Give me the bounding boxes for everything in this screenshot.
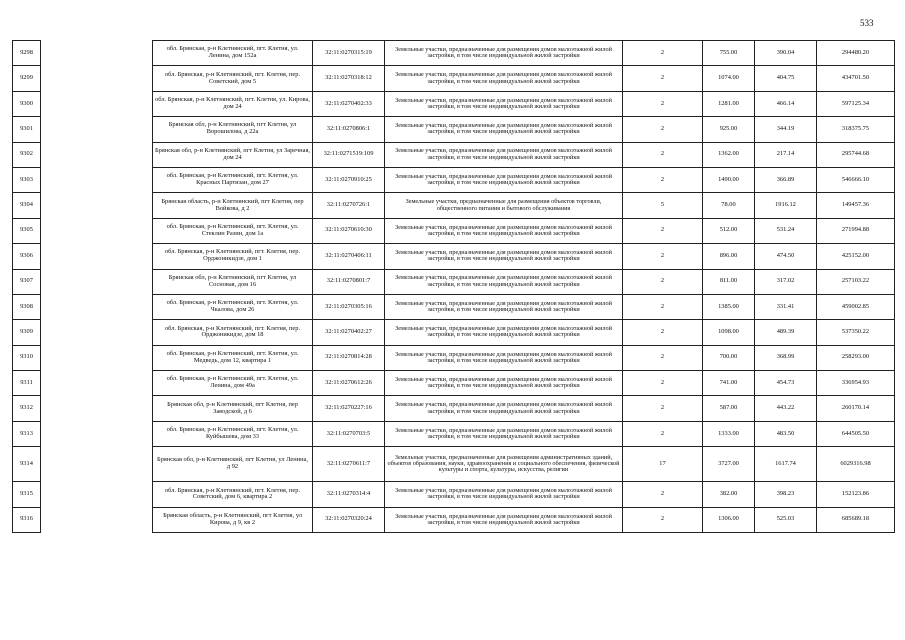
table-row (13, 447, 895, 482)
row-number-cell: 9304 (13, 193, 41, 218)
use-code-cell: 2 (623, 371, 703, 396)
cadastral-value-cell: 257103.22 (817, 269, 895, 294)
row-number-cell: 9303 (13, 167, 41, 192)
cadastral-value-cell: 271994.88 (817, 218, 895, 243)
cadastral-number-cell: 32:11:0270726:1 (313, 193, 385, 218)
cadastral-number-cell: 32:11:0270910:25 (313, 167, 385, 192)
row-gap-cell (41, 167, 153, 192)
row-gap-cell (41, 142, 153, 167)
use-code-cell: 2 (623, 507, 703, 532)
cadastral-value-cell: 149457.36 (817, 193, 895, 218)
land-use-cell: Земельные участки, предназначенные для размещения домов малоэтажной жилой застройки, в том числе индивидуальной жилой застройки (385, 345, 623, 370)
land-use-cell: Земельные участки, предназначенные для размещения домов малоэтажной жилой застройки, в том числе индивидуальной жилой застройки (385, 244, 623, 269)
cadastral-number-cell: 32:11:0270315:19 (313, 41, 385, 66)
area-cell: 78.00 (703, 193, 755, 218)
use-code-cell: 2 (623, 482, 703, 507)
cadastral-number-cell: 32:11:0270314:4 (313, 482, 385, 507)
table-row (13, 345, 895, 370)
land-use-cell: Земельные участки, предназначенные для размещения домов малоэтажной жилой застройки, в том числе индивидуальной жилой застройки (385, 482, 623, 507)
land-use-cell: Земельные участки, предназначенные для размещения домов малоэтажной жилой застройки, в том числе индивидуальной жилой застройки (385, 41, 623, 66)
area-cell: 587.00 (703, 396, 755, 421)
use-code-cell: 2 (623, 294, 703, 319)
table-row (13, 193, 895, 218)
table-row (13, 507, 895, 532)
specific-value-cell: 489.39 (755, 320, 817, 345)
row-number-cell: 9316 (13, 507, 41, 532)
address-cell: обл. Брянская, р-н Клетнянский, пгт. Клетня, ул. Куйбышева, дом 33 (153, 421, 313, 446)
land-use-cell: Земельные участки, предназначенные для размещения домов малоэтажной жилой застройки, в том числе индивидуальной жилой застройки (385, 396, 623, 421)
specific-value-cell: 531.24 (755, 218, 817, 243)
area-cell: 1281.00 (703, 91, 755, 116)
address-cell: Брянская область, р-н Клетнянский, пгт Клетня, ул Кирова, д 9, кв 2 (153, 507, 313, 532)
row-number-cell: 9309 (13, 320, 41, 345)
table-row (13, 269, 895, 294)
table-row (13, 482, 895, 507)
table-row (13, 421, 895, 446)
land-use-cell: Земельные участки, предназначенные для размещения домов малоэтажной жилой застройки, в том числе индивидуальной жилой застройки (385, 167, 623, 192)
area-cell: 1098.00 (703, 320, 755, 345)
row-gap-cell (41, 507, 153, 532)
land-use-cell: Земельные участки, предназначенные для размещения домов малоэтажной жилой застройки, в том числе индивидуальной жилой застройки (385, 66, 623, 91)
cadastral-value-cell: 260170.14 (817, 396, 895, 421)
cadastral-value-cell: 597125.34 (817, 91, 895, 116)
row-number-cell: 9299 (13, 66, 41, 91)
specific-value-cell: 1916.12 (755, 193, 817, 218)
area-cell: 512.00 (703, 218, 755, 243)
address-cell: обл. Брянская, р-н Клетнянский, пгт. Клетня, ул. Чкалова, дом 26 (153, 294, 313, 319)
address-cell: Брянская обл, р-н Клетнянский, пгт Клетня, ул Сосновая, дом 16 (153, 269, 313, 294)
cadastral-number-cell: 32:11:0270814:28 (313, 345, 385, 370)
specific-value-cell: 366.89 (755, 167, 817, 192)
address-cell: Брянская обл, р-н Клетнянский, пгт Клетня, пер Заводской, д 6 (153, 396, 313, 421)
cadastral-number-cell: 32:11:0270801:7 (313, 269, 385, 294)
table-row (13, 396, 895, 421)
row-gap-cell (41, 269, 153, 294)
land-use-cell: Земельные участки, предназначенные для размещения домов малоэтажной жилой застройки, в том числе индивидуальной жилой застройки (385, 507, 623, 532)
cadastral-value-cell: 644505.50 (817, 421, 895, 446)
cadastral-number-cell: 32:11:0270612:26 (313, 371, 385, 396)
area-cell: 1362.00 (703, 142, 755, 167)
specific-value-cell: 390.04 (755, 41, 817, 66)
cadastral-value-cell: 537350.22 (817, 320, 895, 345)
row-gap-cell (41, 294, 153, 319)
specific-value-cell: 317.02 (755, 269, 817, 294)
row-number-cell: 9313 (13, 421, 41, 446)
cadastral-number-cell: 32:11:0270402:27 (313, 320, 385, 345)
use-code-cell: 2 (623, 396, 703, 421)
cadastral-number-cell: 32:11:0270703:5 (313, 421, 385, 446)
table-row (13, 142, 895, 167)
cadastral-number-cell: 32:11:0270227:16 (313, 396, 385, 421)
row-gap-cell (41, 345, 153, 370)
use-code-cell: 2 (623, 142, 703, 167)
use-code-cell: 2 (623, 117, 703, 142)
specific-value-cell: 483.50 (755, 421, 817, 446)
row-number-cell: 9307 (13, 269, 41, 294)
area-cell: 896.00 (703, 244, 755, 269)
row-number-cell: 9315 (13, 482, 41, 507)
land-use-cell: Земельные участки, предназначенные для размещения домов малоэтажной жилой застройки, в том числе индивидуальной жилой застройки (385, 320, 623, 345)
specific-value-cell: 1617.74 (755, 447, 817, 482)
use-code-cell: 2 (623, 269, 703, 294)
row-gap-cell (41, 482, 153, 507)
address-cell: обл. Брянская, р-н Клетнянский, пгт. Клетня, ул. Ленина, дом 152а (153, 41, 313, 66)
use-code-cell: 17 (623, 447, 703, 482)
row-gap-cell (41, 117, 153, 142)
area-cell: 925.00 (703, 117, 755, 142)
specific-value-cell: 331.41 (755, 294, 817, 319)
area-cell: 3727.00 (703, 447, 755, 482)
row-number-cell: 9306 (13, 244, 41, 269)
cadastral-value-cell: 336954.93 (817, 371, 895, 396)
cadastral-value-cell: 152123.86 (817, 482, 895, 507)
table-row (13, 371, 895, 396)
cadastral-number-cell: 32:11:0270611:7 (313, 447, 385, 482)
table-row (13, 244, 895, 269)
cadastral-number-cell: 32:11:0270402:33 (313, 91, 385, 116)
area-cell: 382.00 (703, 482, 755, 507)
row-gap-cell (41, 41, 153, 66)
cadastral-value-cell: 295744.68 (817, 142, 895, 167)
cadastral-value-cell: 258293.00 (817, 345, 895, 370)
cadastral-value-cell: 294480.20 (817, 41, 895, 66)
table-row (13, 117, 895, 142)
land-use-cell: Земельные участки, предназначенные для размещения объектов торговли, общественного питания и бытового обслуживания (385, 193, 623, 218)
land-use-cell: Земельные участки, предназначенные для размещения домов малоэтажной жилой застройки, в том числе индивидуальной жилой застройки (385, 142, 623, 167)
cadastral-number-cell: 32:11:0270305:16 (313, 294, 385, 319)
cadastral-value-cell: 685689.18 (817, 507, 895, 532)
use-code-cell: 5 (623, 193, 703, 218)
use-code-cell: 2 (623, 421, 703, 446)
row-number-cell: 9314 (13, 447, 41, 482)
land-use-cell: Земельные участки, предназначенные для размещения домов малоэтажной жилой застройки, в том числе индивидуальной жилой застройки (385, 91, 623, 116)
cadastral-value-cell: 434701.50 (817, 66, 895, 91)
use-code-cell: 2 (623, 320, 703, 345)
cadastral-value-table (12, 40, 895, 533)
row-gap-cell (41, 371, 153, 396)
specific-value-cell: 217.14 (755, 142, 817, 167)
cadastral-number-cell: 32:11:0270318:12 (313, 66, 385, 91)
use-code-cell: 2 (623, 41, 703, 66)
address-cell: Брянская область, р-н Клетнянский, пгт Клетня, пер Войкова, д 2 (153, 193, 313, 218)
address-cell: обл. Брянская, р-н Клетнянский, пгт. Клетня, ул. Ленина, дом 49а (153, 371, 313, 396)
row-number-cell: 9305 (13, 218, 41, 243)
area-cell: 1385.00 (703, 294, 755, 319)
area-cell: 755.00 (703, 41, 755, 66)
table-row (13, 91, 895, 116)
use-code-cell: 2 (623, 66, 703, 91)
use-code-cell: 2 (623, 218, 703, 243)
use-code-cell: 2 (623, 167, 703, 192)
address-cell: обл. Брянская, р-н Клетнянский, пгт. Клетня, пер. Орджоникидзе, дом 1 (153, 244, 313, 269)
row-number-cell: 9312 (13, 396, 41, 421)
row-number-cell: 9310 (13, 345, 41, 370)
specific-value-cell: 443.22 (755, 396, 817, 421)
cadastral-number-cell: 32:11:0271519:109 (313, 142, 385, 167)
use-code-cell: 2 (623, 91, 703, 116)
table-row (13, 41, 895, 66)
land-use-cell: Земельные участки, предназначенные для размещения домов малоэтажной жилой застройки, в том числе индивидуальной жилой застройки (385, 218, 623, 243)
row-number-cell: 9311 (13, 371, 41, 396)
specific-value-cell: 344.19 (755, 117, 817, 142)
area-cell: 1490.00 (703, 167, 755, 192)
area-cell: 1306.00 (703, 507, 755, 532)
specific-value-cell: 454.73 (755, 371, 817, 396)
table-row (13, 320, 895, 345)
table-row (13, 167, 895, 192)
page-number: 533 (860, 18, 874, 28)
address-cell: обл. Брянская, р-н Клетнянский, пгт. Клетня, ул. Кирова, дом 24 (153, 91, 313, 116)
row-gap-cell (41, 218, 153, 243)
specific-value-cell: 525.03 (755, 507, 817, 532)
address-cell: Брянская обл, р-н Клетнянский, пгт Клетня, ул Ленина, д 92 (153, 447, 313, 482)
address-cell: обл. Брянская, р-н Клетнянский, пгт. Клетня, ул. Стеклин Разин, дом 1а (153, 218, 313, 243)
row-number-cell: 9300 (13, 91, 41, 116)
area-cell: 700.00 (703, 345, 755, 370)
use-code-cell: 2 (623, 345, 703, 370)
row-gap-cell (41, 421, 153, 446)
area-cell: 1074.00 (703, 66, 755, 91)
area-cell: 741.00 (703, 371, 755, 396)
cadastral-value-cell: 318375.75 (817, 117, 895, 142)
address-cell: обл. Брянская, р-н Клетнянский, пгт. Клетня, пер. Орджоникидзе, дом 18 (153, 320, 313, 345)
land-use-cell: Земельные участки, предназначенные для размещения административных зданий, объектов образования, науки, здравоохранения и социального обеспечения, физической культуры и спорта, культуры, искусства, религии (385, 447, 623, 482)
land-use-cell: Земельные участки, предназначенные для размещения домов малоэтажной жилой застройки, в том числе индивидуальной жилой застройки (385, 117, 623, 142)
row-gap-cell (41, 66, 153, 91)
table-row (13, 294, 895, 319)
use-code-cell: 2 (623, 244, 703, 269)
row-number-cell: 9302 (13, 142, 41, 167)
area-cell: 1333.00 (703, 421, 755, 446)
cadastral-value-cell: 6029316.98 (817, 447, 895, 482)
row-gap-cell (41, 320, 153, 345)
specific-value-cell: 474.50 (755, 244, 817, 269)
cadastral-number-cell: 32:11:0270406:11 (313, 244, 385, 269)
row-gap-cell (41, 91, 153, 116)
specific-value-cell: 368.99 (755, 345, 817, 370)
table-row (13, 66, 895, 91)
address-cell: Брянская обл, р-н Клетнянский, пгт Клетня, ул Заречная, дом 24 (153, 142, 313, 167)
cadastral-number-cell: 32:11:0270320:24 (313, 507, 385, 532)
address-cell: обл. Брянская, р-н Клетнянский, пгт. Клетня, пер. Советский, дом 6, квартира 2 (153, 482, 313, 507)
land-use-cell: Земельные участки, предназначенные для размещения домов малоэтажной жилой застройки, в том числе индивидуальной жилой застройки (385, 269, 623, 294)
address-cell: обл. Брянская, р-н Клетнянский, пгт. Клетня, ул. Красных Партизан, дом 27 (153, 167, 313, 192)
land-use-cell: Земельные участки, предназначенные для размещения домов малоэтажной жилой застройки, в том числе индивидуальной жилой застройки (385, 371, 623, 396)
address-cell: обл. Брянская, р-н Клетнянский, пгт. Клетня, ул. Медведь, дом 12, квартира 1 (153, 345, 313, 370)
row-gap-cell (41, 193, 153, 218)
land-use-cell: Земельные участки, предназначенные для размещения домов малоэтажной жилой застройки, в том числе индивидуальной жилой застройки (385, 421, 623, 446)
cadastral-value-cell: 425152.00 (817, 244, 895, 269)
address-cell: обл. Брянская, р-н Клетнянский, пгт. Клетня, пер. Советский, дом 5 (153, 66, 313, 91)
table-row (13, 218, 895, 243)
row-number-cell: 9301 (13, 117, 41, 142)
cadastral-value-cell: 459002.85 (817, 294, 895, 319)
specific-value-cell: 398.23 (755, 482, 817, 507)
land-use-cell: Земельные участки, предназначенные для размещения домов малоэтажной жилой застройки, в том числе индивидуальной жилой застройки (385, 294, 623, 319)
specific-value-cell: 404.75 (755, 66, 817, 91)
row-number-cell: 9298 (13, 41, 41, 66)
cadastral-value-cell: 546666.10 (817, 167, 895, 192)
row-gap-cell (41, 396, 153, 421)
row-number-cell: 9308 (13, 294, 41, 319)
address-cell: Брянская обл, р-н Клетнянский, пгт Клетня, ул Ворошилова, д 22а (153, 117, 313, 142)
specific-value-cell: 466.14 (755, 91, 817, 116)
row-gap-cell (41, 244, 153, 269)
cadastral-number-cell: 32:11:0270806:1 (313, 117, 385, 142)
area-cell: 811.00 (703, 269, 755, 294)
cadastral-number-cell: 32:11:0270610:30 (313, 218, 385, 243)
row-gap-cell (41, 447, 153, 482)
